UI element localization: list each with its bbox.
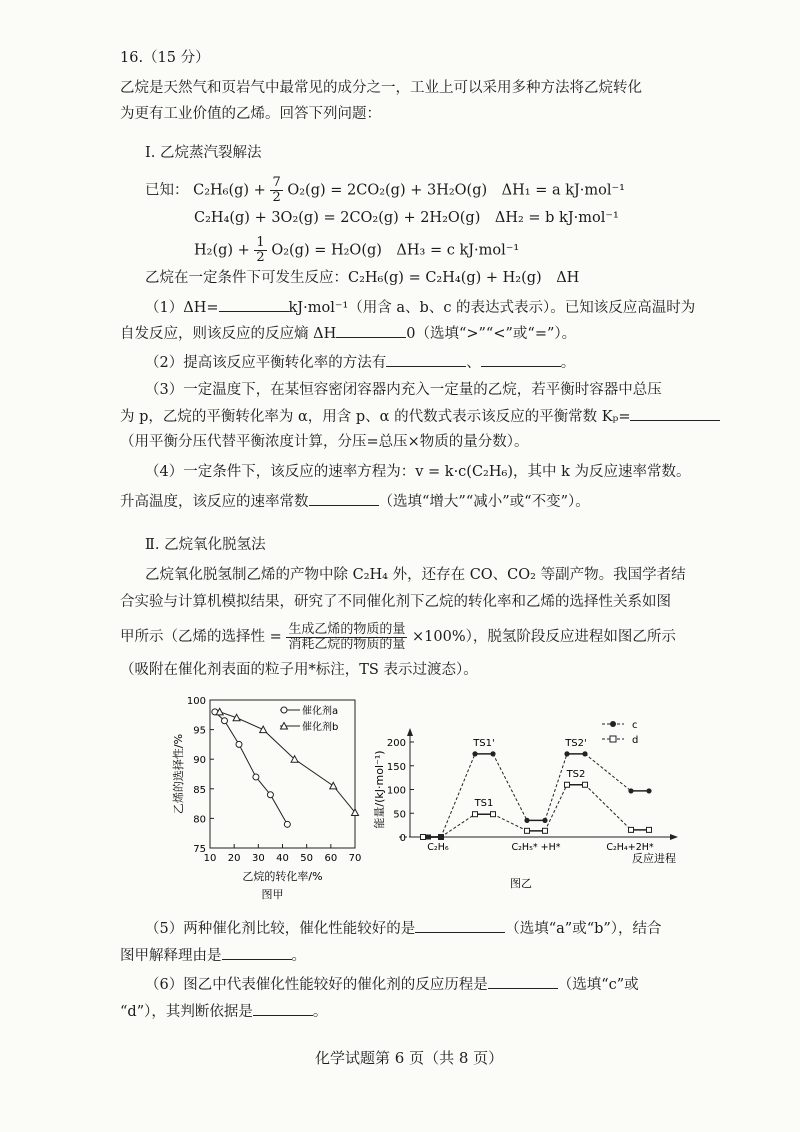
q1-text-2: 自发反应，则该反应的反应熵 ΔH bbox=[120, 326, 337, 342]
answer-blank[interactable] bbox=[336, 323, 406, 338]
species-label: C₂H₆ bbox=[427, 842, 449, 853]
q3-line-1: （3）一定温度下，在某恒容密闭容器内充入一定量的乙烷，若平衡时容器中总压 bbox=[145, 382, 662, 398]
data-point-c bbox=[564, 751, 569, 756]
start-point bbox=[426, 835, 431, 840]
equation-3 bbox=[194, 236, 519, 265]
y-tick-label: 150 bbox=[386, 761, 406, 773]
frac-denominator: 2 bbox=[272, 190, 281, 205]
equation-2: C₂H₄(g) + 3O₂(g) = 2CO₂(g) + 2H₂O(g) ΔH₂ = b kJ·mol⁻¹ bbox=[194, 210, 619, 226]
data-point-a bbox=[222, 718, 228, 724]
data-point-a bbox=[267, 792, 273, 798]
y-tick-label: 0 bbox=[399, 833, 406, 844]
q6-line-2 bbox=[120, 1001, 327, 1022]
fraction-7-2 bbox=[270, 176, 282, 205]
data-point-d bbox=[421, 835, 426, 840]
chart-title: 图甲 bbox=[261, 888, 284, 901]
equation-1 bbox=[145, 176, 625, 205]
section-2-line-2: 合实验与计算机模拟结果，研究了不同催化剂下乙烷的转化率和乙烯的选择性关系如图 bbox=[120, 594, 671, 610]
q4-end: （选填“增大”“减小”或“不变”）。 bbox=[378, 494, 590, 510]
data-point-c bbox=[542, 818, 547, 823]
intro-line-1: 乙烷是天然气和页岩气中最常见的成分之一，工业上可以采用多种方法将乙烷转化 bbox=[120, 80, 642, 96]
q1-text: kJ·mol⁻¹（用含 a、b、c 的表达式表示）。已知该反应高温时为 bbox=[288, 300, 696, 316]
y-tick-label: 85 bbox=[193, 784, 206, 796]
connector-c bbox=[441, 754, 475, 837]
q5-line-2 bbox=[120, 945, 306, 966]
selectivity-fraction bbox=[286, 623, 407, 652]
q6-end: 。 bbox=[312, 1004, 328, 1020]
q2-end: 。 bbox=[560, 355, 576, 371]
data-point-d bbox=[543, 828, 548, 833]
data-point-c bbox=[646, 788, 651, 793]
answer-blank[interactable] bbox=[415, 918, 505, 933]
connector-c bbox=[493, 754, 527, 821]
q3-line-2 bbox=[120, 406, 720, 427]
x-axis-label: 乙烷的转化率/% bbox=[242, 870, 323, 883]
data-point-c bbox=[490, 751, 495, 756]
frac-denominator: 消耗乙烷的物质的量 bbox=[288, 636, 406, 652]
data-point-d bbox=[647, 827, 652, 832]
y-tick-label: 50 bbox=[393, 809, 406, 821]
q2-sep: 、 bbox=[466, 355, 481, 371]
answer-blank[interactable] bbox=[386, 352, 466, 367]
eq1-left: C₂H₆(g) + bbox=[193, 182, 266, 199]
selectivity-formula-line bbox=[120, 620, 676, 654]
frac-denominator: 2 bbox=[256, 250, 265, 265]
data-point-b bbox=[260, 726, 267, 733]
ts-label: TS2 bbox=[566, 768, 586, 780]
answer-blank[interactable] bbox=[630, 406, 720, 421]
y-tick-label: 75 bbox=[193, 844, 206, 855]
chart-title: 图乙 bbox=[510, 877, 532, 890]
x-tick-label: 60 bbox=[324, 853, 338, 864]
legend-label: 催化剂a bbox=[302, 706, 339, 717]
frac-numerator: 生成乙烯的物质的量 bbox=[288, 621, 406, 637]
q6-text-3: “d”），其判断依据是 bbox=[120, 1004, 253, 1020]
ts-label: TS2' bbox=[565, 737, 587, 749]
answer-blank[interactable] bbox=[222, 945, 292, 960]
data-point-d bbox=[629, 827, 634, 832]
y-axis-arrow bbox=[407, 728, 413, 736]
legend-marker bbox=[610, 736, 616, 742]
legend-marker bbox=[281, 707, 287, 713]
x-tick-label: 20 bbox=[227, 853, 241, 864]
data-point-d bbox=[583, 782, 588, 787]
legend-label: d bbox=[632, 735, 639, 746]
data-point-c bbox=[582, 751, 587, 756]
species-label: C₂H₄+2H* bbox=[606, 842, 654, 853]
answer-blank[interactable] bbox=[481, 352, 561, 367]
q6-text: （6）图乙中代表催化性能较好的催化剂的反应历程是 bbox=[145, 977, 488, 993]
x-tick-label: 70 bbox=[348, 853, 362, 864]
y-tick-label: 90 bbox=[193, 755, 206, 767]
q5-text-2: （选填“a”或“b”），结合 bbox=[505, 921, 662, 937]
series-line-催化剂a bbox=[215, 712, 288, 824]
page-footer: 化学试题第 6 页（共 8 页） bbox=[315, 1049, 504, 1067]
q1-line-1 bbox=[145, 297, 695, 318]
eq1-right: O₂(g) = 2CO₂(g) + 3H₂O(g) ΔH₁ = a kJ·mol⁻¹ bbox=[287, 182, 625, 199]
x-tick-label: 50 bbox=[300, 853, 314, 864]
y-tick-label: 80 bbox=[193, 814, 206, 826]
question-number: 16.（15 分） bbox=[120, 50, 210, 66]
frac-numerator: 1 bbox=[256, 235, 265, 250]
y-tick-label: 200 bbox=[386, 738, 406, 749]
legend-marker bbox=[610, 721, 616, 727]
x-tick-label: 30 bbox=[251, 853, 265, 864]
reaction-line: 乙烷在一定条件下可发生反应：C₂H₆(g) = C₂H₄(g) + H₂(g) ΔH bbox=[145, 270, 580, 286]
q4-line-1: （4）一定条件下，该反应的速率方程为：v = k·c(C₂H₆)，其中 k 为反应速率常数。 bbox=[145, 464, 691, 480]
data-point-d bbox=[565, 782, 570, 787]
data-point-a bbox=[236, 741, 242, 747]
formula-suffix: ×100%），脱氢阶段反应进程如图乙所示 bbox=[412, 629, 676, 645]
connector-c bbox=[545, 754, 567, 821]
legend-label: 催化剂b bbox=[302, 722, 339, 733]
answer-blank[interactable] bbox=[253, 1001, 313, 1016]
start-point bbox=[439, 835, 444, 840]
frac-numerator: 7 bbox=[272, 175, 281, 190]
connector-c bbox=[585, 754, 631, 791]
species-label: C₂H₅* +H* bbox=[511, 842, 561, 853]
q5-line-1 bbox=[145, 918, 662, 939]
ts-label: TS1' bbox=[473, 737, 495, 749]
section-2-line-1: 乙烷氧化脱氢制乙烯的产物中除 C₂H₄ 外，还存在 CO、CO₂ 等副产物。我国学者结 bbox=[145, 567, 686, 583]
connector-d bbox=[585, 785, 631, 830]
connector-d bbox=[493, 814, 527, 831]
q2-line bbox=[145, 352, 575, 373]
fraction-1-2 bbox=[254, 236, 266, 265]
answer-blank[interactable] bbox=[309, 491, 379, 506]
x-axis-arrow bbox=[670, 834, 678, 840]
data-point-d bbox=[473, 812, 478, 817]
data-point-d bbox=[491, 812, 496, 817]
section-1-title: Ⅰ. 乙烷蒸汽裂解法 bbox=[145, 145, 262, 161]
chart-jia bbox=[160, 688, 370, 910]
connector-d bbox=[545, 785, 567, 831]
q3-line-3: （用平衡分压代替平衡浓度计算，分压=总压×物质的量分数）。 bbox=[120, 434, 529, 450]
q5-text-3: 图甲解释理由是 bbox=[120, 948, 222, 964]
x-axis-label: 反应进程 bbox=[632, 852, 676, 865]
q4-text: 升高温度，该反应的速率常数 bbox=[120, 494, 309, 510]
q6-line-1 bbox=[145, 974, 639, 995]
q6-text-2: （选填“c”或 bbox=[557, 977, 639, 993]
y-axis-label: 能量/(kJ·mol⁻¹) bbox=[373, 750, 386, 829]
y-tick-label: 100 bbox=[186, 696, 206, 707]
y-tick-label: 95 bbox=[193, 725, 206, 737]
x-tick-label: 10 bbox=[203, 853, 217, 864]
known-label: 已知： bbox=[145, 182, 189, 199]
eq3-right: O₂(g) = H₂O(g) ΔH₃ = c kJ·mol⁻¹ bbox=[271, 242, 520, 259]
q5-end: 。 bbox=[291, 948, 306, 964]
answer-blank[interactable] bbox=[488, 974, 558, 989]
q1-prefix: （1）ΔH= bbox=[145, 300, 219, 316]
formula-prefix: 甲所示（乙烯的选择性 = bbox=[120, 629, 282, 645]
eq3-left: H₂(g) + bbox=[194, 242, 250, 259]
data-point-c bbox=[628, 788, 633, 793]
q4-line-2 bbox=[120, 491, 590, 512]
ts-label: TS1 bbox=[474, 798, 494, 810]
section-2-line-4: （吸附在催化剂表面的粒子用*标注，TS 表示过渡态）。 bbox=[120, 662, 478, 678]
answer-blank[interactable] bbox=[219, 297, 289, 312]
chart-yi bbox=[372, 712, 690, 912]
data-point-b bbox=[330, 782, 337, 789]
legend-label: c bbox=[632, 720, 638, 731]
data-point-c bbox=[524, 818, 529, 823]
data-point-a bbox=[284, 821, 290, 827]
y-tick-label: 100 bbox=[386, 785, 406, 797]
q2-text: （2）提高该反应平衡转化率的方法有 bbox=[145, 355, 387, 371]
data-point-a bbox=[253, 774, 259, 780]
q3-text: 为 p，乙烷的平衡转化率为 α，用含 p、α 的代数式表示该反应的平衡常数 Kₚ= bbox=[120, 409, 631, 425]
intro-line-2: 为更有工业价值的乙烯。回答下列问题： bbox=[120, 106, 381, 122]
q5-text: （5）两种催化剂比较，催化性能较好的是 bbox=[145, 921, 416, 937]
data-point-d bbox=[525, 828, 530, 833]
q1-text-3: 0（选填“>”“<”或“=”）。 bbox=[406, 326, 577, 342]
y-axis-label: 乙烯的选择性/% bbox=[172, 733, 185, 815]
data-point-b bbox=[233, 714, 240, 721]
data-point-c bbox=[472, 751, 477, 756]
x-tick-label: 40 bbox=[276, 853, 289, 864]
q1-line-2 bbox=[120, 323, 576, 344]
section-2-title: Ⅱ. 乙烷氧化脱氢法 bbox=[145, 537, 266, 553]
